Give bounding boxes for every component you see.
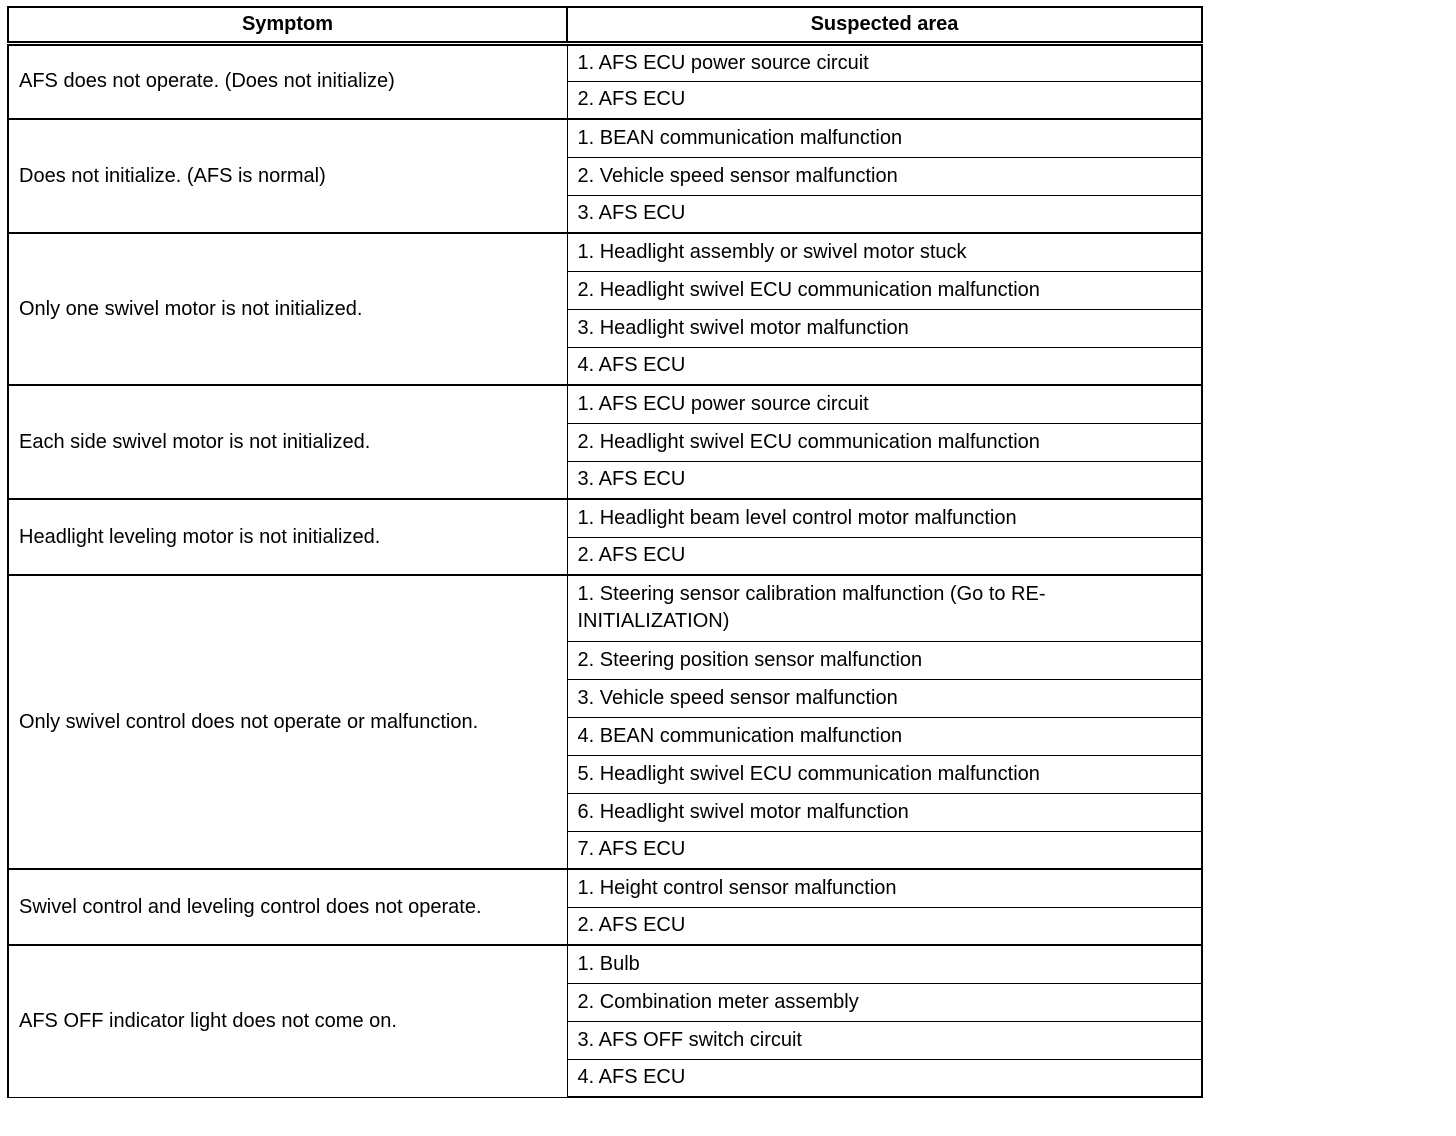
table-row <box>8 119 1202 157</box>
table-row <box>8 499 1202 537</box>
suspected-area-cell: 7. AFS ECU <box>567 831 1202 869</box>
symptom-cell: Only one swivel motor is not initialized. <box>8 233 567 385</box>
table-row <box>8 869 1202 907</box>
suspected-area-cell: 4. BEAN communication malfunction <box>567 717 1202 755</box>
symptom-cell: AFS OFF indicator light does not come on. <box>8 945 567 1097</box>
table-body <box>8 43 1202 1097</box>
suspected-area-cell: 2. Combination meter assembly <box>567 983 1202 1021</box>
suspected-area-cell: 1. AFS ECU power source circuit <box>567 43 1202 81</box>
table-header <box>8 7 1202 43</box>
symptom-cell: AFS does not operate. (Does not initialize) <box>8 43 567 119</box>
table-row <box>8 575 1202 641</box>
suspected-area-cell: 4. AFS ECU <box>567 1059 1202 1097</box>
suspected-area-cell: 1. Headlight beam level control motor malfunction <box>567 499 1202 537</box>
suspected-area-cell: 2. Vehicle speed sensor malfunction <box>567 157 1202 195</box>
suspected-area-cell: 2. Headlight swivel ECU communication malfunction <box>567 423 1202 461</box>
header-row <box>8 7 1202 43</box>
table-row <box>8 43 1202 81</box>
suspected-area-cell: 1. BEAN communication malfunction <box>567 119 1202 157</box>
suspected-area-cell: 1. Steering sensor calibration malfunction (Go to RE-INITIALIZATION) <box>567 575 1202 641</box>
symptom-cell: Swivel control and leveling control does not operate. <box>8 869 567 945</box>
suspected-area-cell: 3. AFS ECU <box>567 195 1202 233</box>
suspected-area-cell: 3. Headlight swivel motor malfunction <box>567 309 1202 347</box>
suspected-area-cell: 1. Height control sensor malfunction <box>567 869 1202 907</box>
suspected-area-cell: 2. AFS ECU <box>567 907 1202 945</box>
suspected-area-cell: 3. Vehicle speed sensor malfunction <box>567 679 1202 717</box>
suspected-area-cell: 3. AFS ECU <box>567 461 1202 499</box>
table-row <box>8 233 1202 271</box>
suspected-area-cell: 2. AFS ECU <box>567 537 1202 575</box>
suspected-area-cell: 1. Bulb <box>567 945 1202 983</box>
suspected-area-cell: 2. Headlight swivel ECU communication malfunction <box>567 271 1202 309</box>
problem-symptoms-table <box>7 6 1203 1098</box>
suspected-area-cell: 2. Steering position sensor malfunction <box>567 641 1202 679</box>
suspected-area-cell: 5. Headlight swivel ECU communication malfunction <box>567 755 1202 793</box>
suspected-area-cell: 2. AFS ECU <box>567 81 1202 119</box>
suspected-area-cell: 1. Headlight assembly or swivel motor stuck <box>567 233 1202 271</box>
symptom-cell: Headlight leveling motor is not initialized. <box>8 499 567 575</box>
table-row <box>8 945 1202 983</box>
suspected-area-cell: 4. AFS ECU <box>567 347 1202 385</box>
header-suspected-area: Suspected area <box>567 7 1202 43</box>
symptom-cell: Only swivel control does not operate or malfunction. <box>8 575 567 869</box>
symptom-cell: Does not initialize. (AFS is normal) <box>8 119 567 233</box>
symptom-cell: Each side swivel motor is not initialized. <box>8 385 567 499</box>
suspected-area-cell: 3. AFS OFF switch circuit <box>567 1021 1202 1059</box>
header-symptom: Symptom <box>8 7 567 43</box>
suspected-area-cell: 6. Headlight swivel motor malfunction <box>567 793 1202 831</box>
suspected-area-cell: 1. AFS ECU power source circuit <box>567 385 1202 423</box>
table-row <box>8 385 1202 423</box>
